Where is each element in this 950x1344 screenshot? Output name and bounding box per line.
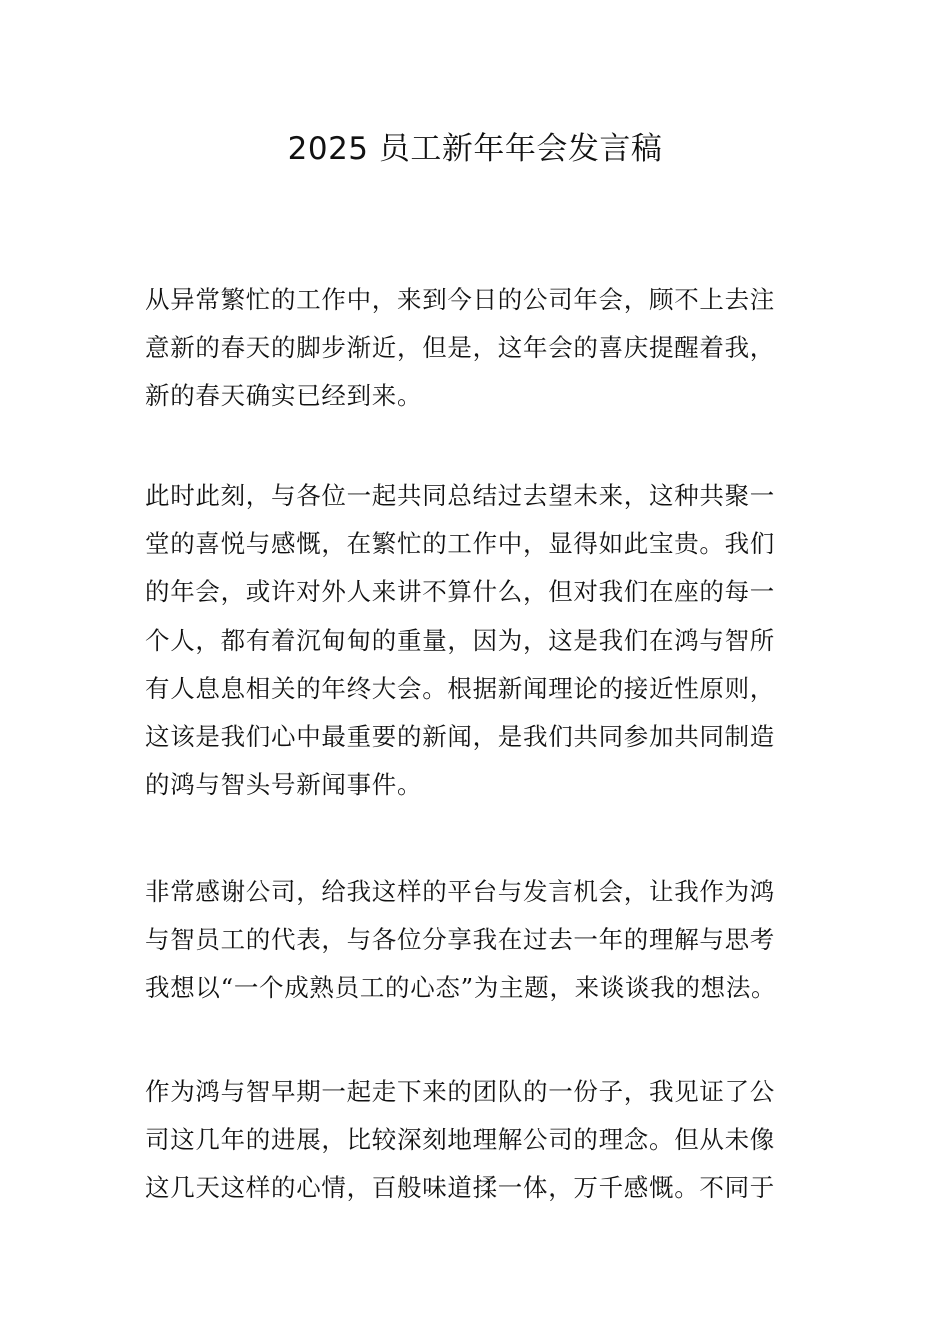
- paragraph-line: 意新的春天的脚步渐近，但是，这年会的喜庆提醒着我，: [145, 333, 775, 363]
- paragraph-line: 此时此刻，与各位一起共同总结过去望未来，这种共聚一: [145, 481, 775, 510]
- document-title: 2025 员工新年年会发言稿: [287, 131, 663, 167]
- paragraph-line: 个人，都有着沉甸甸的重量，因为，这是我们在鸿与智所: [145, 625, 775, 655]
- paragraph-4: [145, 1068, 815, 1213]
- paragraph-line: 新的春天确实已经到来。: [145, 381, 423, 411]
- paragraph-3: [145, 868, 815, 1013]
- paragraph-1: [145, 276, 815, 421]
- paragraph-line: 非常感谢公司，给我这样的平台与发言机会，让我作为鸿: [145, 877, 775, 906]
- paragraph-line: 从异常繁忙的工作中，来到今日的公司年会，顾不上去注: [145, 285, 775, 314]
- paragraph-line: 司这几年的进展，比较深刻地理解公司的理念。但从未像: [145, 1125, 775, 1155]
- paragraph-line: 有人息息相关的年终大会。根据新闻理论的接近性原则，: [145, 673, 775, 703]
- paragraph-line: 作为鸿与智早期一起走下来的团队的一份子，我见证了公: [145, 1077, 775, 1106]
- paragraph-line: 我想以“一个成熟员工的心态”为主题，来谈谈我的想法。: [145, 973, 777, 1003]
- paragraph-line: 的年会，或许对外人来讲不算什么，但对我们在座的每一: [145, 577, 775, 607]
- paragraph-line: 这几天这样的心情，百般味道揉一体，万千感慨。不同于: [145, 1173, 775, 1203]
- paragraph-line: 与智员工的代表，与各位分享我在过去一年的理解与思考: [145, 925, 775, 955]
- paragraph-line: 这该是我们心中最重要的新闻，是我们共同参加共同制造: [145, 722, 775, 752]
- paragraph-line: 的鸿与智头号新闻事件。: [145, 770, 423, 800]
- paragraph-2: [145, 472, 815, 809]
- paragraph-line: 堂的喜悦与感慨，在繁忙的工作中，显得如此宝贵。我们: [145, 529, 775, 559]
